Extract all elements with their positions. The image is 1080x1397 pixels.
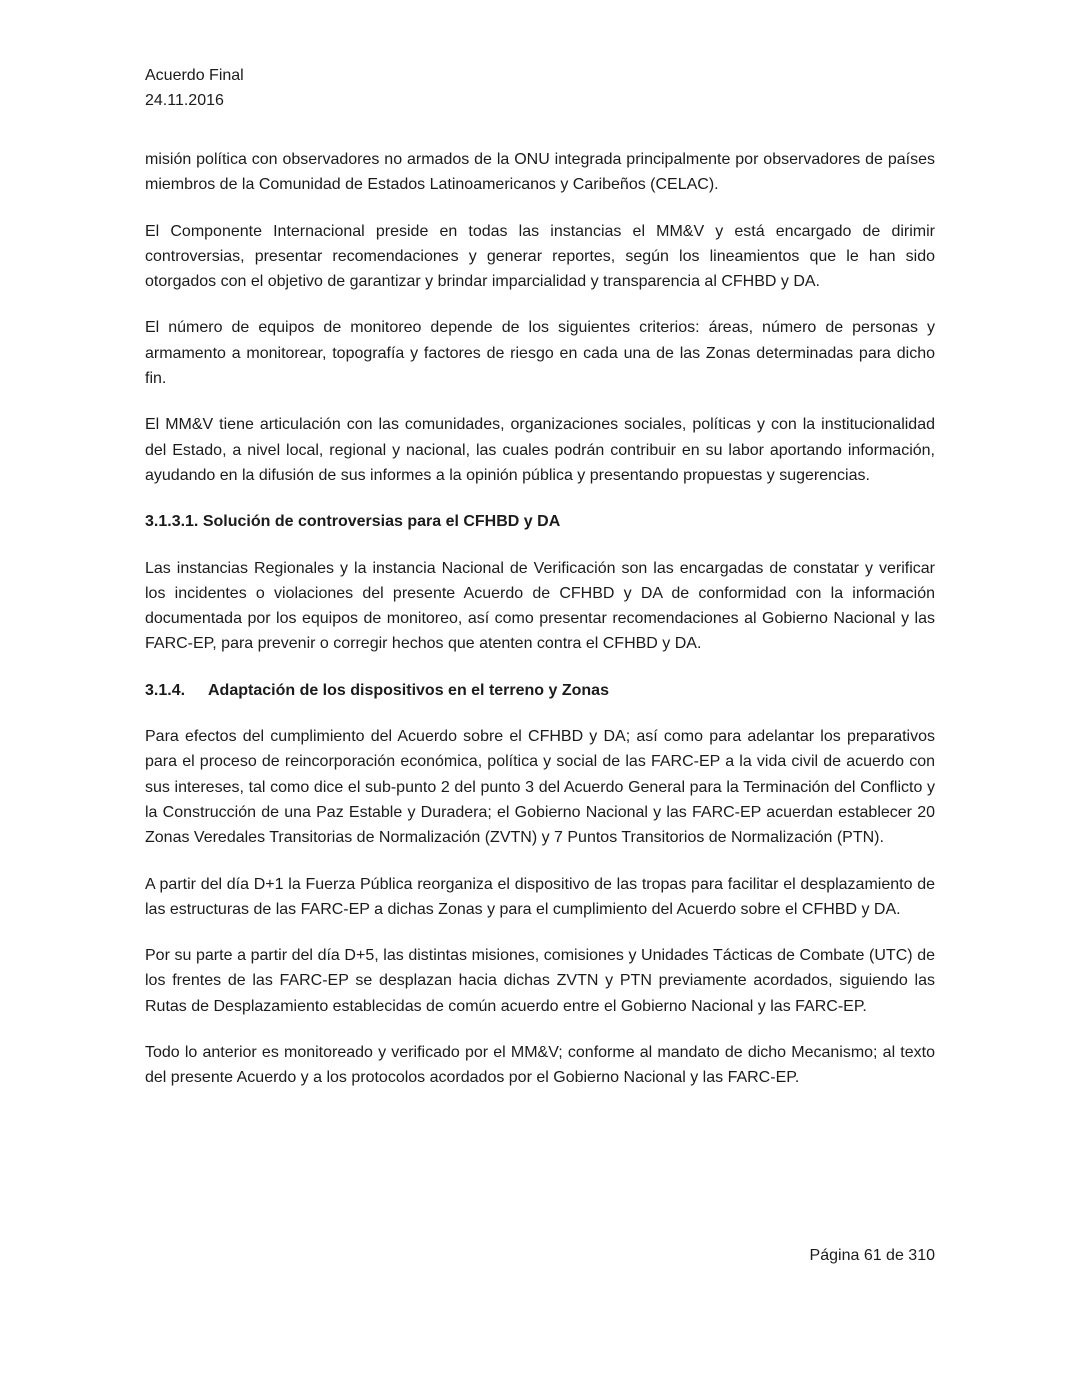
- document-title: Acuerdo Final: [145, 67, 244, 84]
- paragraph-1: misión política con observadores no armados de la ONU integrada principalmente por observadores de países miembros de la Comunidad de Estados Latinoamericanos y Caribeños (CELAC).: [145, 151, 935, 194]
- section-heading-number: 3.1.4.: [145, 681, 186, 699]
- paragraph-2: El Componente Internacional preside en todas las instancias el MM&V y está encargado de dirimir controversias, presentar recomendaciones y generar reportes, según los lineamientos que le han sido otorgados con el objetivo de garantizar y brindar imparcialidad y transparencia al CFHBD y DA.: [145, 222, 935, 291]
- section-heading-3-1-4: [145, 678, 935, 703]
- section-heading-title: Adaptación de los dispositivos en el terreno y Zonas: [208, 681, 609, 699]
- paragraph-8: Por su parte a partir del día D+5, las distintas misiones, comisiones y Unidades Tácticas de Combate (UTC) de los frentes de las FARC-EP se desplazan hacia dichas ZVTN y PTN previamente acordados, siguiendo las Rutas de Desplazamiento establecidas de común acuerdo entre el Gobierno Nacional y las FARC-EP.: [145, 947, 935, 1015]
- document-date: 24.11.2016: [145, 92, 224, 109]
- page-number: Página 61 de 310: [809, 1247, 935, 1264]
- paragraph-3: El número de equipos de monitoreo depende de los siguientes criterios: áreas, número de personas y armamento a monitorear, topografía y factores de riesgo en cada una de las Zonas determinadas para dicho fin.: [145, 319, 935, 388]
- paragraph-5: Las instancias Regionales y la instancia Nacional de Verificación son las encargadas de constatar y verificar los incidentes o violaciones del presente Acuerdo de CFHBD y DA de conformidad con la información documentada por los equipos de monitoreo, así como presentar recomendaciones al Gobierno Nacional y las FARC-EP, para prevenir o corregir hechos que atenten contra el CFHBD y DA.: [145, 559, 935, 653]
- paragraph-6: Para efectos del cumplimiento del Acuerdo sobre el CFHBD y DA; así como para adelantar los preparativos para el proceso de reincorporación económica, política y social de las FARC-EP a la vida civil de acuerdo con sus intereses, tal como dice el sub-punto 2 del punto 3 del Acuerdo General para la Terminación del Conflicto y la Construcción de una Paz Estable y Duradera; el Gobierno Nacional y las FARC-EP acuerdan establecer 20 Zonas Veredales Transitorias de Normalización (ZVTN) y 7 Puntos Transitorios de Normalización (PTN).: [145, 728, 935, 847]
- document-header: [145, 63, 935, 113]
- paragraph-4: El MM&V tiene articulación con las comunidades, organizaciones sociales, políticas y con la institucionalidad del Estado, a nivel local, regional y nacional, las cuales podrán contribuir en su labor aportando información, ayudando en la difusión de sus informes a la opinión pública y presentando propuestas y sugerencias.: [145, 416, 935, 484]
- document-body: [145, 147, 935, 1091]
- section-heading-3-1-3-1: 3.1.3.1. Solución de controversias para el CFHBD y DA: [145, 513, 561, 531]
- paragraph-9: Todo lo anterior es monitoreado y verificado por el MM&V; conforme al mandato de dicho Mecanismo; al texto del presente Acuerdo y a los protocolos acordados por el Gobierno Nacional y las FARC-EP.: [145, 1044, 935, 1087]
- paragraph-7: A partir del día D+1 la Fuerza Pública reorganiza el dispositivo de las tropas para facilitar el desplazamiento de las estructuras de las FARC-EP a dichas Zonas y para el cumplimiento del Acuerdo sobre el CFHBD y DA.: [145, 875, 935, 918]
